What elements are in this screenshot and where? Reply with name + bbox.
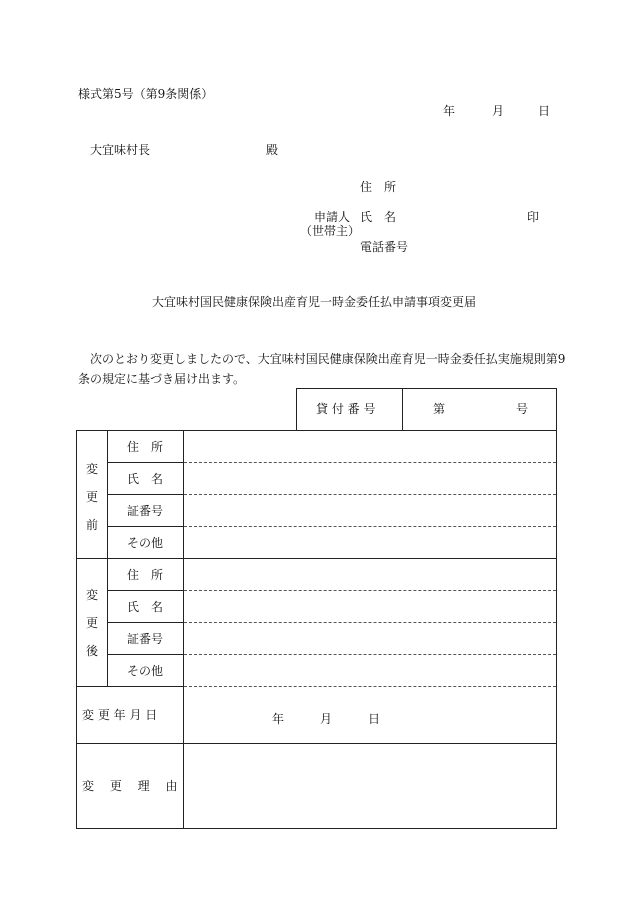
applicant-phone-label: 電話番号 (360, 240, 409, 254)
applicant-name-label: 氏 名 (360, 210, 397, 224)
applicant-address-label: 住 所 (360, 180, 397, 194)
loan-number-go: 号 (516, 402, 529, 416)
change-reason-field[interactable] (185, 745, 555, 827)
change-date-field[interactable] (185, 688, 555, 742)
before-label-char-1: 変 (86, 462, 99, 476)
body-text-line-1: 次のとおり変更しましたので、大宜味村国民健康保険出産育児一時金委任払実施規則第9 (90, 352, 566, 366)
after-row-name: 氏 名 (127, 600, 164, 614)
before-row-name: 氏 名 (127, 472, 164, 486)
after-label-char-3: 後 (86, 644, 99, 658)
after-row-cert-number: 証番号 (127, 632, 164, 646)
change-date-month-label: 月 (320, 712, 333, 726)
change-date-label: 変 更 年 月 日 (82, 708, 158, 722)
before-name-field[interactable] (185, 464, 555, 493)
addressee-honorific: 殿 (266, 143, 279, 157)
household-head-label: （世帯主） (300, 224, 361, 238)
date-month-label: 月 (492, 104, 505, 118)
applicant-label: 申請人 (314, 210, 351, 224)
before-label-char-3: 前 (86, 518, 99, 532)
seal-label: 印 (527, 210, 540, 224)
date-day-label: 日 (538, 104, 551, 118)
after-label-char-1: 変 (86, 588, 99, 602)
before-label-char-2: 更 (86, 490, 99, 504)
after-cert-number-field[interactable] (185, 624, 555, 653)
after-row-other: その他 (127, 664, 164, 678)
before-cert-number-field[interactable] (185, 496, 555, 525)
after-other-field[interactable] (185, 656, 555, 685)
loan-number-field[interactable] (450, 392, 510, 426)
before-address-field[interactable] (185, 432, 555, 461)
change-date-year-label: 年 (272, 712, 285, 726)
document-title: 大宜味村国民健康保険出産育児一時金委任払申請事項変更届 (152, 295, 477, 309)
change-date-day-label: 日 (368, 712, 381, 726)
loan-number-dai: 第 (433, 402, 446, 416)
after-label-char-2: 更 (86, 616, 99, 630)
before-other-field[interactable] (185, 528, 555, 557)
addressee-name: 大宜味村長 (90, 143, 151, 157)
before-row-cert-number: 証番号 (127, 504, 164, 518)
after-address-field[interactable] (185, 560, 555, 589)
loan-number-label: 貸 付 番 号 (316, 402, 376, 416)
before-row-other: その他 (127, 536, 164, 550)
body-text-line-2: 条の規定に基づき届け出ます。 (78, 372, 246, 386)
form-number: 様式第5号（第9条関係） (78, 87, 214, 101)
before-row-address: 住 所 (127, 440, 164, 454)
date-year-label: 年 (443, 104, 456, 118)
after-row-address: 住 所 (127, 568, 164, 582)
after-name-field[interactable] (185, 592, 555, 621)
change-reason-label: 変 更 理 由 (82, 779, 178, 793)
